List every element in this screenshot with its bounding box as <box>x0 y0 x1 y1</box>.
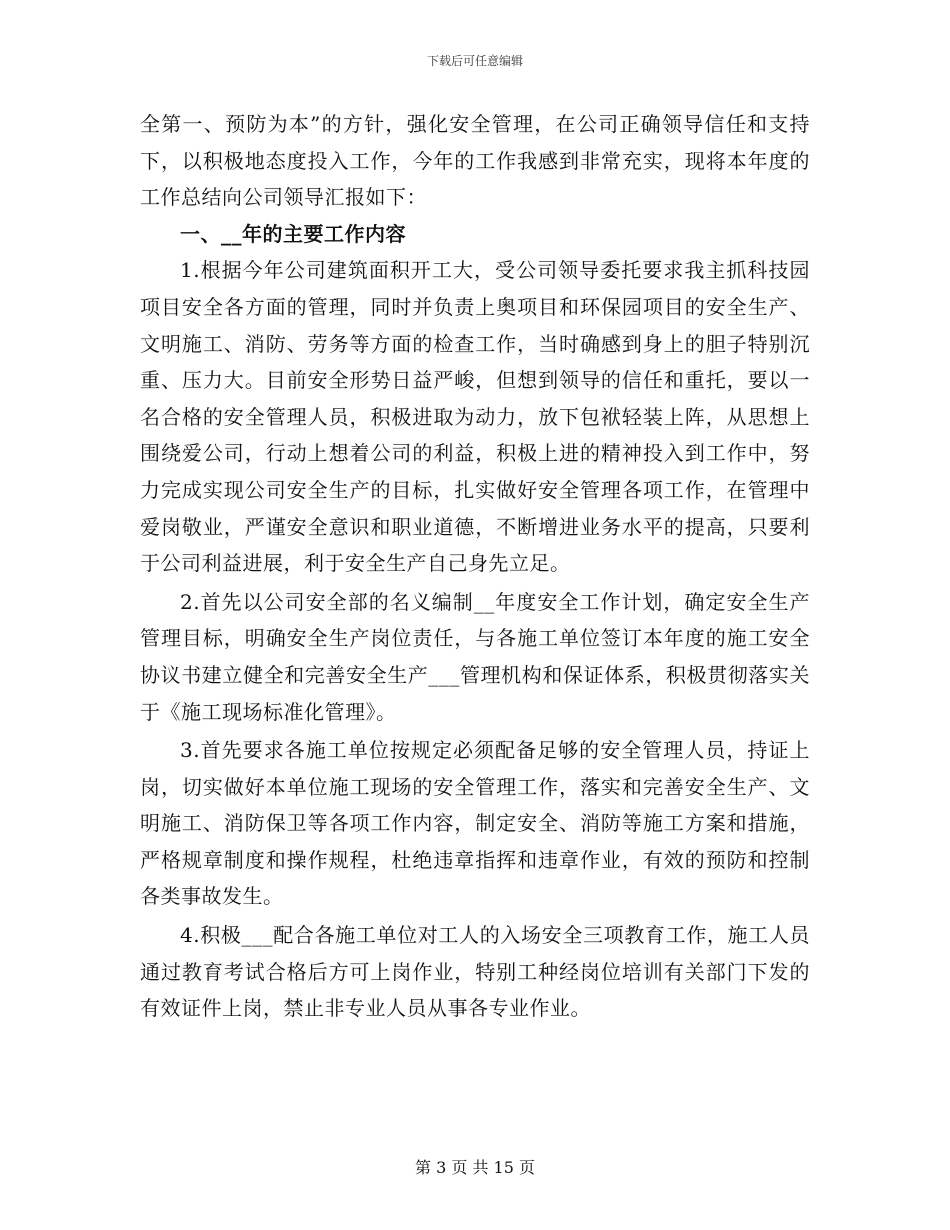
paragraph-item-1: 1.根据今年公司建筑面积开工大，受公司领导委托要求我主抓科技园项目安全各方面的管理，同时并负责上奥项目和环保园项目的安全生产、文明施工、消防、劳务等方面的检查工作，当时确感到身上的胆子特别沉重、压力大。目前安全形势日益严峻，但想到领导的信任和重托，要以一名合格的安全管理人员，积极进取为动力，放下包袱轻装上阵，从思想上围绕爱公司，行动上想着公司的利益，积极上进的精神投入到工作中，努力完成实现公司安全生产的目标，扎实做好安全管理各项工作，在管理中爱岗敬业，严谨安全意识和职业道德，不断增进业务水平的提高，只要利于公司利益进展，利于安全生产自己身先立足。 <box>140 258 810 576</box>
page-header: 下载后可任意编辑 <box>426 54 523 68</box>
section-heading: 一、__年的主要工作内容 <box>180 221 406 246</box>
page-number-footer: 第 3 页 共 15 页 <box>415 1158 535 1177</box>
paragraph-item-3: 3.首先要求各施工单位按规定必须配备足够的安全管理人员，持证上岗，切实做好本单位施工现场的安全管理工作，落实和完善安全生产、文明施工、消防保卫等各项工作内容，制定安全、消防等施工方案和措施，严格规章制度和操作规程，杜绝违章指挥和违章作业，有效的预防和控制各类事故发生。 <box>140 738 810 909</box>
paragraph-item-2: 2.首先以公司安全部的名义编制__年度安全工作计划，确定安全生产管理目标，明确安全生产岗位责任，与各施工单位签订本年度的施工安全协议书建立健全和完善安全生产___管理机构和保证体系，积极贯彻落实关于《施工现场标准化管理》。 <box>140 589 810 724</box>
paragraph-item-4: 4.积极___配合各施工单位对工人的入场安全三项教育工作，施工人员通过教育考试合格后方可上岗作业，特别工种经岗位培训有关部门下发的有效证件上岗，禁止非专业人员从事各专业作业。 <box>140 923 810 1021</box>
document-body <box>140 106 810 1027</box>
intro-paragraph: 全第一、预防为本”的方针，强化安全管理，在公司正确领导信任和支持下，以积极地态度投入工作，今年的工作我感到非常充实，现将本年度的工作总结向公司领导汇报如下： <box>140 112 810 210</box>
